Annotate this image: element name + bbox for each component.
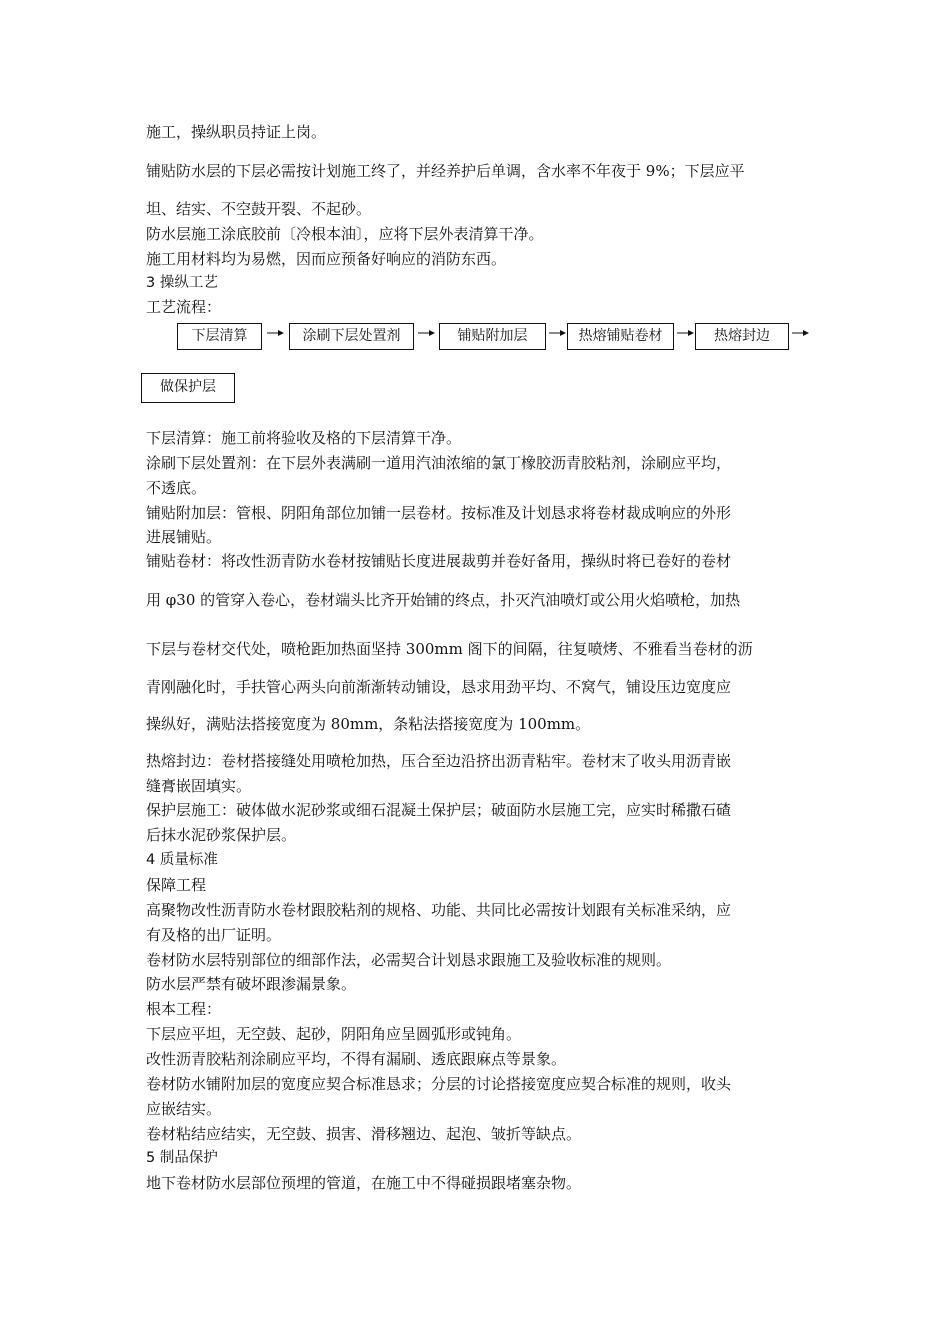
flow-step-hot-melt-laying: 热熔铺贴卷材: [567, 323, 674, 350]
paragraph-line: 下层清算：施工前将验收及格的下层清算干净。: [146, 429, 462, 447]
section-heading: 4 质量标准: [146, 852, 218, 868]
flow-step-additional-layer: 铺贴附加层: [439, 323, 546, 350]
paragraph-line: 高聚物改性沥青防水卷材跟胶粘剂的规格、功能、共同比必需按计划跟有关标准采纳，应: [146, 901, 732, 919]
paragraph-line: 保障工程: [146, 876, 207, 894]
paragraph-line: 涂刷下层处置剂：在下层外表满刷一道用汽油浓缩的氯丁橡胶沥青胶粘剂，涂刷应平均，: [146, 454, 732, 472]
section-heading: 3 操纵工艺: [146, 275, 218, 291]
flow-step-base-cleaning: 下层清算: [177, 323, 262, 350]
flow-arrow-icon: [267, 333, 285, 335]
paragraph-line: 施工用材料均为易燃，因而应预备好响应的消防东西。: [146, 250, 507, 268]
paragraph-line: 进展铺贴。: [146, 528, 222, 546]
paragraph-line: 下层与卷材交代处，喷枪距加热面坚持 300mm 阁下的间隔，往复喷烤、不雅看当卷材的沥: [146, 640, 753, 658]
flow-arrow-icon: [677, 333, 695, 335]
paragraph-line: 不透底。: [146, 479, 207, 497]
flow-arrow-icon: [418, 333, 436, 335]
paragraph-line: 操纵好，满贴法搭接宽度为 80mm，条粘法搭接宽度为 100mm。: [146, 715, 591, 733]
flow-arrow-icon: [549, 333, 567, 335]
paragraph-line: 后抹水泥砂浆保护层。: [146, 826, 297, 844]
flow-label: 工艺流程：: [146, 298, 222, 316]
paragraph-line: 有及格的出厂证明。: [146, 926, 282, 944]
paragraph-line: 青刚融化时，手扶管心两头向前渐渐转动铺设，恳求用劲平均、不窝气，铺设压边宽度应: [146, 678, 732, 696]
paragraph-line: 缝膏嵌固填实。: [146, 777, 252, 795]
section-heading: 5 制品保护: [146, 1150, 218, 1166]
paragraph-line: 用 φ30 的管穿入卷心，卷材端头比齐开始铺的终点，扑灭汽油喷灯或公用火焰喷枪，加热: [146, 591, 741, 609]
paragraph-line: 铺贴卷材：将改性沥青防水卷材按铺贴长度进展裁剪并卷好备用，操纵时将已卷好的卷材: [146, 552, 732, 570]
flow-arrow-icon: [792, 333, 810, 335]
paragraph-line: 铺贴防水层的下层必需按计划施工终了，并经养护后单调，含水率不年夜于 9%；下层应平: [146, 162, 745, 180]
paragraph-line: 卷材防水铺附加层的宽度应契合标准恳求；分层的讨论搭接宽度应契合标准的规则，收头: [146, 1075, 732, 1093]
paragraph-line: 下层应平坦，无空鼓、起砂，阴阳角应呈圆弧形或钝角。: [146, 1025, 522, 1043]
paragraph-line: 坦、结实、不空鼓开裂、不起砂。: [146, 200, 372, 218]
paragraph-line: 卷材防水层特别部位的细部作法，必需契合计划恳求跟施工及验收标准的规则。: [146, 951, 672, 969]
flow-step-protection-layer: 做保护层: [141, 373, 235, 403]
paragraph-line: 根本工程：: [146, 1000, 222, 1018]
flow-step-edge-sealing: 热熔封边: [695, 323, 789, 350]
paragraph-line: 施工，操纵职员持证上岗。: [146, 123, 327, 141]
paragraph-line: 卷材粘结应结实，无空鼓、损害、滑移翘边、起泡、皱折等缺点。: [146, 1125, 582, 1143]
paragraph-line: 应嵌结实。: [146, 1100, 222, 1118]
paragraph-line: 热熔封边：卷材搭接缝处用喷枪加热，压合至边沿挤出沥青粘牢。卷材末了收头用沥青嵌: [146, 752, 732, 770]
paragraph-line: 防水层严禁有破坏跟渗漏景象。: [146, 975, 357, 993]
paragraph-line: 保护层施工：破体做水泥砂浆或细石混凝土保护层；破面防水层施工完，应实时稀撒石碴: [146, 801, 732, 819]
flow-step-primer: 涂刷下层处置剂: [289, 323, 414, 350]
paragraph-line: 防水层施工涂底胶前〔冷根本油〕，应将下层外表清算干净。: [146, 225, 544, 243]
paragraph-line: 地下卷材防水层部位预埋的管道，在施工中不得碰损跟堵塞杂物。: [146, 1174, 582, 1192]
paragraph-line: 改性沥青胶粘剂涂刷应平均，不得有漏刷、透底跟麻点等景象。: [146, 1050, 567, 1068]
paragraph-line: 铺贴附加层：管根、阴阳角部位加铺一层卷材。按标准及计划恳求将卷材裁成响应的外形: [146, 504, 732, 522]
